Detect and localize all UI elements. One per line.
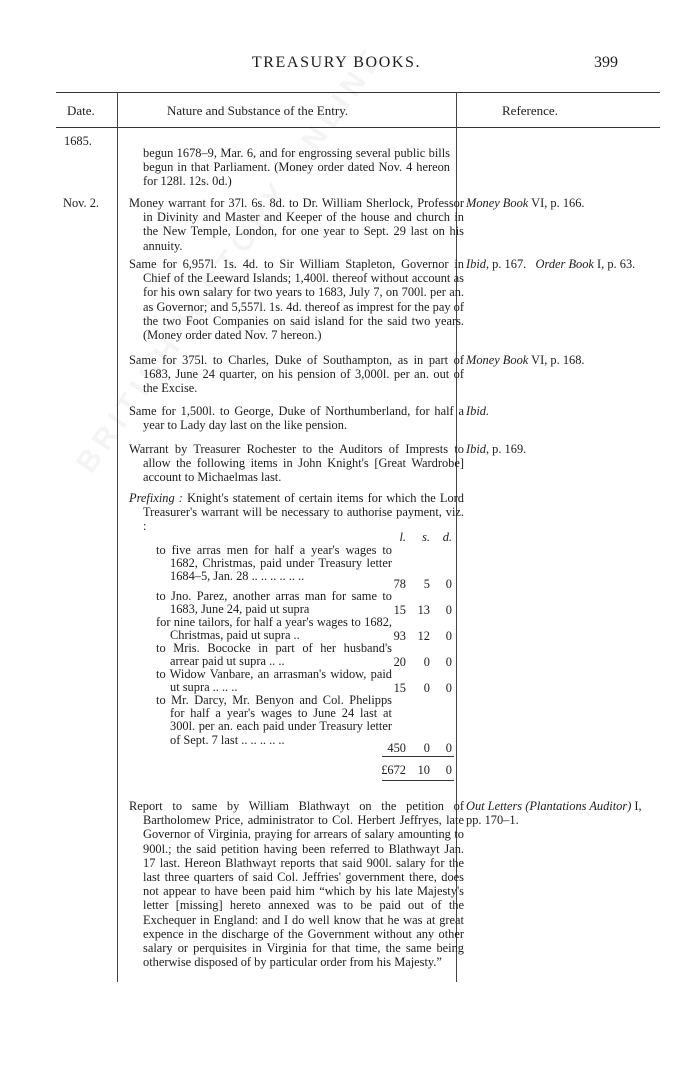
entry-text: Same for 1,500l. to George, Duke of Northumberland, for half a year to Lady day last on the like pension. xyxy=(129,404,464,433)
reference-location: I, pp. 170–1. xyxy=(466,799,642,828)
reference-source: Money Book xyxy=(466,353,529,367)
amount-pence: 0 xyxy=(445,577,452,591)
running-header-title: TREASURY BOOKS. xyxy=(251,54,422,71)
reference-source: Ibid xyxy=(466,442,486,456)
prefixing-text: Knight's statement of certain items for which the Lord Treasurer's warrant will be necessary to authorise payment, viz. : xyxy=(143,491,464,534)
list-item: for nine tailors, for half a year's wages to 1682, Christmas, paid ut supra .. xyxy=(156,615,392,643)
amount-pence: 0 xyxy=(445,603,452,617)
amount-pounds: 15 xyxy=(393,603,406,617)
entry-reference xyxy=(466,353,656,367)
prefixing-paragraph xyxy=(129,491,464,534)
reference-location: VI, p. 168. xyxy=(528,353,585,367)
reference-source: Ibid xyxy=(466,257,486,271)
amount-shillings: 5 xyxy=(423,577,430,591)
amount-pence: 0 xyxy=(445,629,452,643)
amount-shillings: 13 xyxy=(417,603,430,617)
entry-stapleton xyxy=(129,257,464,342)
list-item: to Mris. Bococke in part of her husband's arrear paid ut supra .. .. xyxy=(156,641,392,669)
entry-warrant xyxy=(129,442,464,485)
entry-text: Report to same by William Blathwayt on the petition of Bartholomew Price, administrator to Col. Herbert Jeffryes, late Governor of Virginia, praying for arrears of salary amounting to 900l.; the said petition having been referred to Blathwayt Jan. 17 last. Hereon Blathwayt reports that said 900l. salary for the last three quarters of said Col. Jeffries' government there, does not appear to have been paid him “which by his late Majesty's letter [missing] hereto annexed was to be paid out of the Exchequer in England: and I do well know that he was at great expence in the discharge of the Government without any other salary or perquisites in Virginia for that time, the same being otherwise disposed of by particular order from his Majesty.” xyxy=(129,799,464,970)
reference-location-2: I, p. 63. xyxy=(593,257,636,271)
money-header-pence: d. xyxy=(442,530,452,544)
amount-pounds: 15 xyxy=(393,681,406,695)
header-bottom-rule xyxy=(56,127,660,128)
column-divider-left xyxy=(117,92,118,982)
entry-reference xyxy=(466,404,656,418)
reference-source: Out Letters (Plantations Auditor) xyxy=(466,799,632,813)
amount-pence: 0 xyxy=(445,741,452,755)
entry-text: Same for 6,957l. 1s. 4d. to Sir William Stapleton, Governor in Chief of the Leeward Islands; 1,400l. thereof without account as for his own salary for two years to 1683, July 7, on 700l. per an. as Governor; and 5,557l. 1s. 4d. thereof as imprest for the pay of the two Foot Companies on said island for the said two years. (Money order dated Nov. 7 hereon.) xyxy=(129,257,464,343)
entry-northumberland xyxy=(129,404,464,432)
entry-reference xyxy=(466,257,656,271)
amount-pounds: 20 xyxy=(393,655,406,669)
total-pence: 0 xyxy=(445,763,452,777)
money-header-shillings: s. xyxy=(422,530,430,544)
entry-text: begun 1678–9, Mar. 6, and for engrossing several public bills begun in that Parliament. (Money order dated Nov. 4 hereon for 128l. 12s. 0d.) xyxy=(143,146,450,189)
total-pounds: £672 xyxy=(381,763,406,777)
entry-sherlock xyxy=(129,196,464,253)
entry-text: Warrant by Treasurer Rochester to the Auditors of Imprests to allow the following items in John Knight's [Great Wardrobe] account to Michaelmas last. xyxy=(129,442,464,485)
reference-source: Money Book xyxy=(466,196,529,210)
entry-reference xyxy=(466,196,656,210)
amount-shillings: 12 xyxy=(417,629,430,643)
reference-location: , p. 169. xyxy=(485,442,527,456)
amount-shillings: 0 xyxy=(423,655,430,669)
column-header-nature: Nature and Substance of the Entry. xyxy=(167,103,349,118)
entry-reference xyxy=(466,799,656,827)
money-header-pounds: l. xyxy=(399,530,406,544)
prefixing-label: Prefixing : xyxy=(129,491,183,505)
entry-report xyxy=(129,799,464,969)
entry-text: Money warrant for 37l. 6s. 8d. to Dr. William Sherlock, Professor in Divinity and Master and Keeper of the house and church in the New Temple, London, for one year to Sept. 29 last on his annuity. xyxy=(129,196,464,253)
amount-shillings: 0 xyxy=(423,681,430,695)
column-header-date: Date. xyxy=(67,103,95,118)
list-item: to Jno. Parez, another arras man for same to 1683, June 24, paid ut supra xyxy=(156,589,392,617)
list-item: to Widow Vanbare, an arrasman's widow, paid ut supra .. .. .. xyxy=(156,667,392,695)
entry-reference xyxy=(466,442,656,456)
reference-location: VI, p. 166. xyxy=(528,196,585,210)
header-top-rule xyxy=(56,92,660,93)
total-top-rule xyxy=(382,756,454,757)
reference-location: , p. 167. xyxy=(485,257,527,271)
list-item: to Mr. Darcy, Mr. Benyon and Col. Phelipps for half a year's wages to June 24 last at 300l. per an. each paid under Treasury letter of Sept. 7 last .. .. .. .. .. xyxy=(156,693,392,747)
page-number: 399 xyxy=(594,54,618,71)
amount-pence: 0 xyxy=(445,681,452,695)
column-header-reference: Reference. xyxy=(502,103,558,118)
amount-pounds: 78 xyxy=(393,577,406,591)
reference-source: Ibid. xyxy=(466,404,490,418)
entry-date: Nov. 2. xyxy=(63,196,100,210)
entry-text: Same for 375l. to Charles, Duke of Southampton, as in part of 1683, June 24 quarter, on his pension of 3,000l. per an. out of the Excise. xyxy=(129,353,464,396)
year-label: 1685. xyxy=(64,134,92,148)
reference-source-2: Order Book xyxy=(535,257,594,271)
amount-pounds: 450 xyxy=(387,741,406,755)
total-bottom-rule xyxy=(382,780,454,781)
entry-continuation xyxy=(143,146,450,189)
entry-southampton xyxy=(129,353,464,396)
amount-pence: 0 xyxy=(445,655,452,669)
list-item: to five arras men for half a year's wages to 1682, Christmas, paid under Treasury letter 1684–5, Jan. 28 .. .. .. .. .. .. xyxy=(156,543,392,584)
total-shillings: 10 xyxy=(417,763,430,777)
amount-shillings: 0 xyxy=(423,741,430,755)
amount-pounds: 93 xyxy=(393,629,406,643)
